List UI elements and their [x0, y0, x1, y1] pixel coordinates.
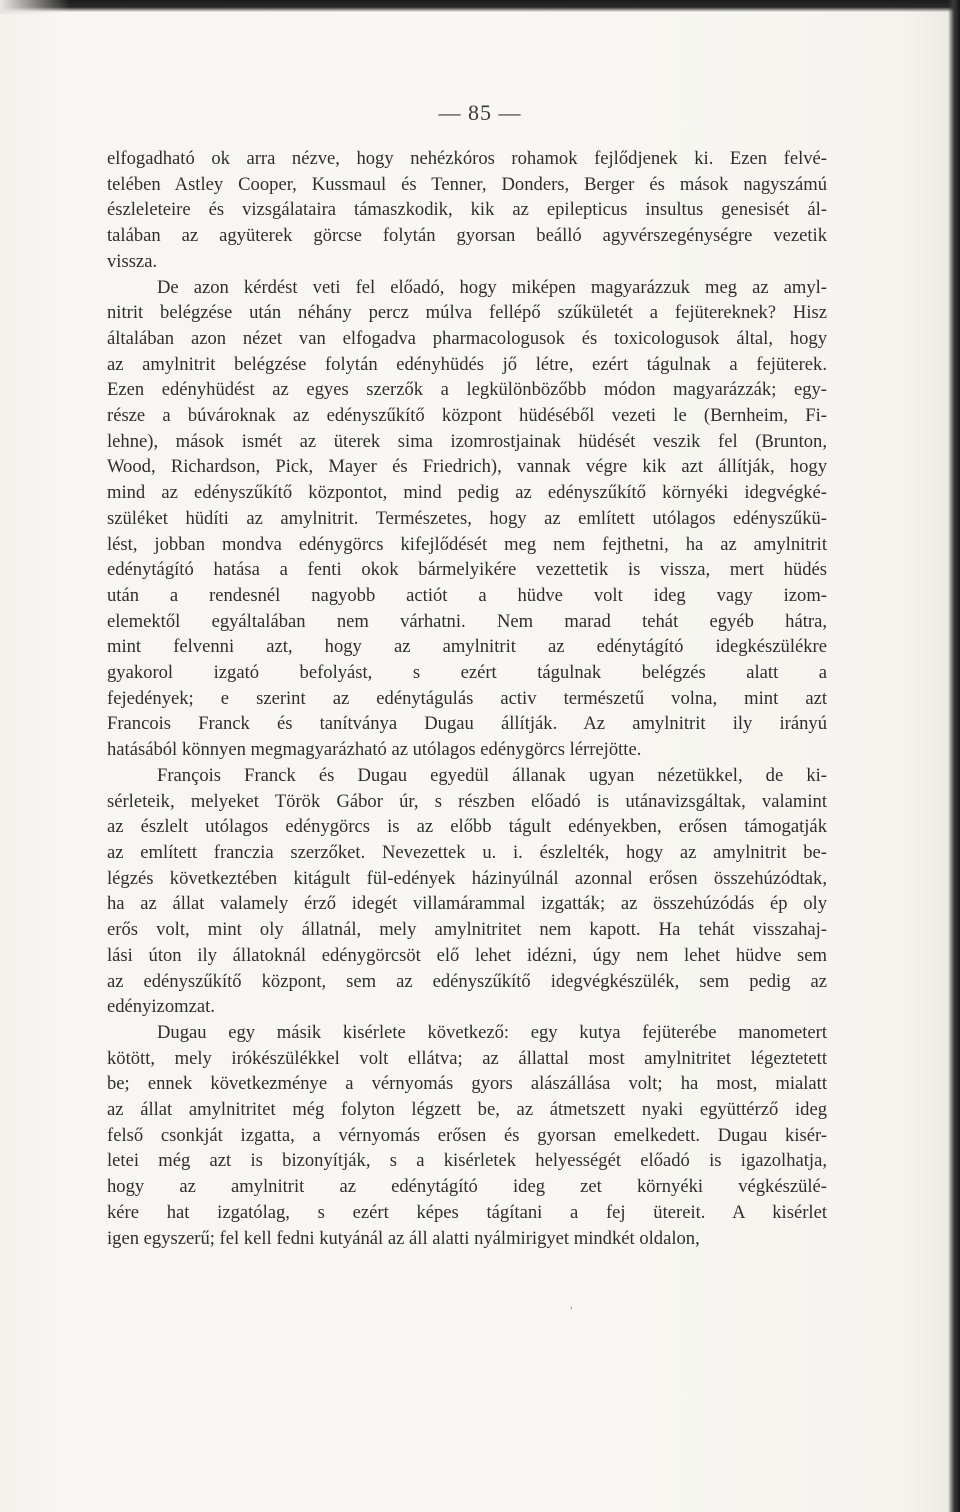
- text-line: talában az agyüterek görcse folytán gyorsan beálló agyvérszegénységre vezetik: [107, 225, 827, 247]
- text-line: lehne), mások ismét az üterek sima izomrostjainak hüdését veszik fel (Brunton,: [107, 430, 827, 452]
- text-line: hatásából könnyen megmagyarázható az utólagos edénygörcs lérrejötte.: [107, 739, 642, 761]
- text-line: után a rendesnél nagyobb actiót a hüdve volt ideg vagy izom-: [107, 584, 827, 606]
- text-line: az említett franczia szerzőket. Nevezettek u. i. észlelték, hogy az amylnitrit be-: [107, 841, 827, 863]
- text-line: az észlelt utólagos edénygörcs is az előbb tágult edényekben, erősen támogatják: [107, 816, 827, 838]
- text-line: légzés következtében kitágult fül-edények házinyúlnál azonnal erősen összehúzódtak,: [107, 867, 827, 889]
- text-line: lási úton ily állatoknál edénygörcsöt elő lehet idézni, úgy nem lehet hüdve sem: [107, 944, 827, 966]
- text-line: erős volt, mint oly állatnál, mely amylnitritet nem kapott. Ha tehát visszahaj-: [107, 919, 827, 941]
- paragraph: [107, 275, 827, 763]
- paragraph: [107, 1020, 827, 1251]
- text-line: letei még azt is bizonyítják, s a kisérletek helyességét előadó is igazolhatja,: [107, 1150, 827, 1172]
- page-number: — 85 —: [438, 100, 522, 125]
- text-line: mint felvenni azt, hogy az amylnitrit az edénytágító idegkészülékre: [107, 636, 827, 658]
- text-line: elemektől egyáltalában nem várhatni. Nem marad tehát egyéb hátra,: [107, 610, 827, 632]
- text-line: Francois Franck és tanítványa Dugau állítják. Az amylnitrit ily irányú: [107, 713, 827, 735]
- text-line: De azon kérdést veti fel előadó, hogy miképen magyarázzuk meg az amyl-: [157, 276, 827, 298]
- text-line: gyakorol izgató befolyást, s ezért tágulnak belégzés alatt a: [107, 662, 827, 684]
- ink-speck: ,: [570, 1300, 573, 1311]
- text-line: ha az állat valamely érző idegét villamárammal izgatták; az összehúzódás ép oly: [107, 893, 827, 915]
- text-line: az edényszűkítő központ, sem az edényszűkítő idegvégkészülék, sem pedig az: [107, 970, 827, 992]
- text-line: François Franck és Dugau egyedül állanak ugyan nézetükkel, de ki-: [157, 764, 827, 786]
- text-line: az amylnitrit belégzése folytán edényhüdés jő létre, ezért tágulnak a fejüterek.: [107, 353, 827, 375]
- text-line: elfogadható ok arra nézve, hogy nehézkóros rohamok fejlődjenek ki. Ezen felvé-: [107, 148, 827, 169]
- paragraph: [107, 763, 827, 1020]
- text-line: mind az edényszűkítő központot, mind pedig az edényszűkítő környéki idegvégké-: [107, 482, 827, 504]
- text-line: vissza.: [107, 250, 158, 272]
- scan-top-edge: [0, 0, 960, 12]
- text-line: edénytágító hatása a fenti okok bármelyikére vezettetik is vissza, mert hüdés: [107, 559, 827, 581]
- text-line: telében Astley Cooper, Kussmaul és Tenner, Donders, Berger és mások nagyszámú: [107, 173, 827, 195]
- text-line: igen egyszerű; fel kell fedni kutyánál az áll alatti nyálmirigyet mindkét oldalon,: [107, 1227, 700, 1249]
- text-line: az állat amylnitritet még folyton légzett be, az átmetszett nyaki együttérző ideg: [107, 1099, 827, 1121]
- scan-right-edge: [948, 0, 960, 1512]
- text-line: lést, jobban mondva edénygörcs kifejlődését meg nem fejthetni, ha az amylnitrit: [107, 533, 827, 555]
- text-line: része a búvároknak az edényszűkítő központ hüdéséből vezeti le (Bernheim, Fi-: [107, 405, 827, 427]
- text-line: Ezen edényhüdést az egyes szerzők a legkülönbözőbb módon magyarázzák; egy-: [107, 379, 827, 401]
- text-line: Dugau egy másik kisérlete következő: egy kutya fejüterébe manometert: [157, 1021, 827, 1043]
- text-line: általában azon nézet van elfogadva pharmacologusok és toxicologusok által, hogy: [107, 327, 827, 349]
- text-line: kötött, mely irókészülékkel volt ellátva; az állattal most amylnitritet légeztetett: [107, 1047, 827, 1069]
- text-line: észleleteire és vizsgálataira támaszkodik, kik az epilepticus insultus genesisét ál-: [107, 199, 827, 221]
- text-line: szüléket hüdíti az amylnitrit. Természetes, hogy az említett utólagos edényszűkü-: [107, 507, 827, 529]
- text-line: Wood, Richardson, Pick, Mayer és Friedrich), vannak végre kik azt állítják, hogy: [107, 456, 827, 478]
- paragraph: [107, 146, 827, 275]
- text-line: edényizomzat.: [107, 996, 215, 1018]
- text-line: hogy az amylnitrit az edénytágító ideg zet környéki végkészülé-: [107, 1176, 827, 1198]
- text-line: sérleteik, melyeket Török Gábor úr, s részben előadó is utánavizsgáltak, valamint: [107, 790, 827, 812]
- text-line: nitrit belégzése után néhány percz múlva fellépő szűkületét a fejütereknek? Hisz: [107, 302, 827, 324]
- text-line: kére hat izgatólag, s ezért képes tágítani a fej ütereit. A kisérlet: [107, 1201, 827, 1223]
- text-line: felső csonkját izgatta, a vérnyomás erősen és gyorsan emelkedett. Dugau kisér-: [107, 1124, 827, 1146]
- text-line: fejedények; e szerint az edénytágulás activ természetű volna, mint azt: [107, 687, 827, 709]
- text-line: be; ennek következménye a vérnyomás gyors alászállása volt; ha most, mialatt: [107, 1073, 827, 1095]
- scan-top-edge-fade: [0, 0, 70, 14]
- body-text: [107, 146, 827, 1251]
